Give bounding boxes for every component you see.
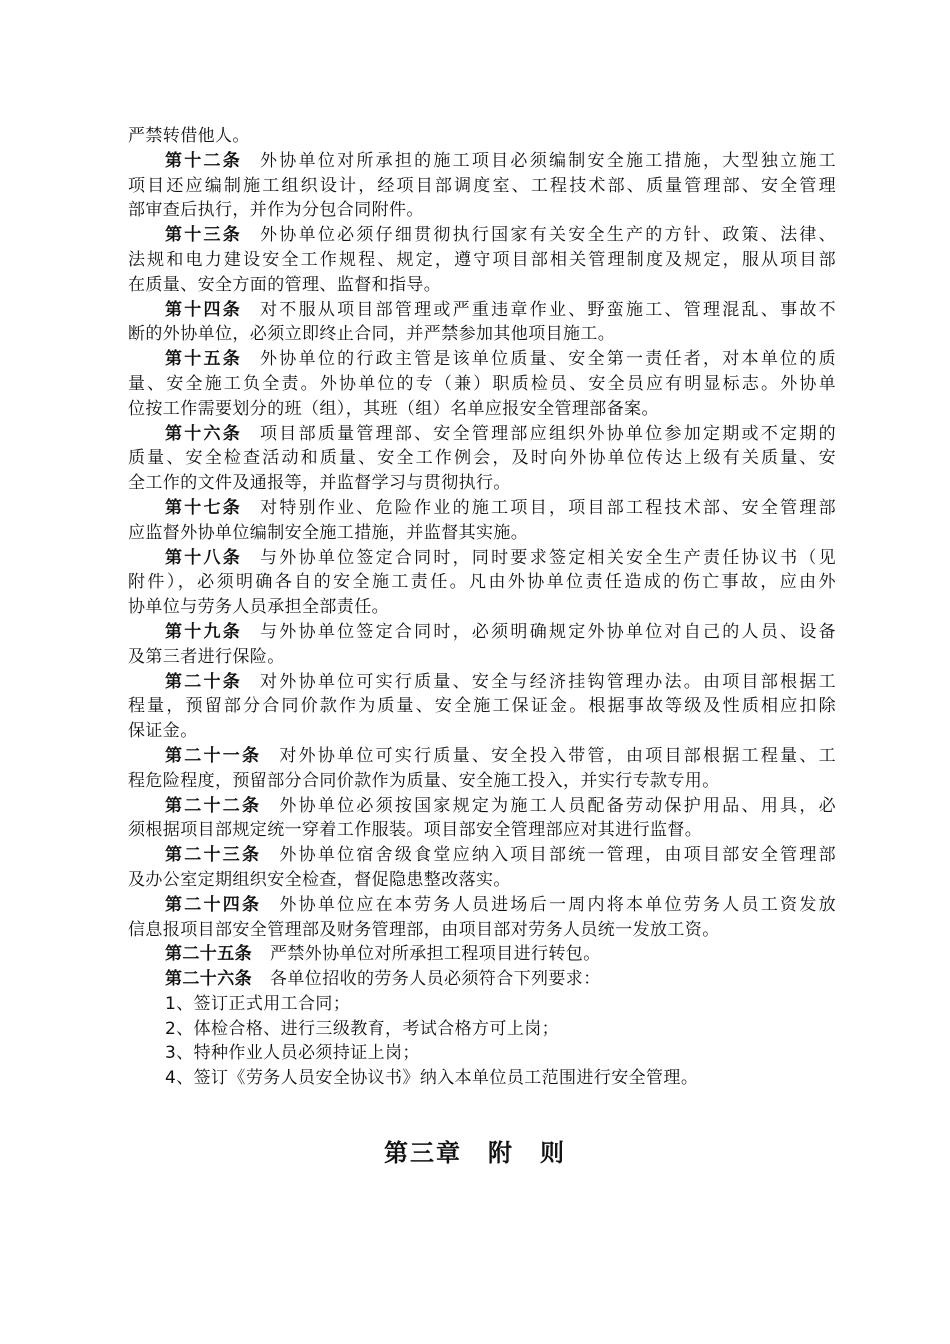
line-text: 及第三者进行保险。: [128, 646, 285, 667]
line-text: 项目还应编制施工组织设计，经项目部调度室、工程技术部、质量管理部、安全管理: [128, 175, 836, 196]
text-line: [128, 198, 836, 223]
article-number: 第十三条: [165, 225, 243, 246]
article-number: 第二十五条: [165, 944, 252, 965]
article-number: 第二十一条: [165, 745, 262, 766]
line-text: 严禁外协单位对所承担工程项目进行转包。: [270, 944, 601, 965]
text-line: [128, 1066, 836, 1091]
line-text: 与外协单位签定合同时，同时要求签定相关安全生产责任协议书（见: [260, 547, 836, 568]
line-text: 对特别作业、危险作业的施工项目，项目部工程技术部、安全管理部: [260, 497, 836, 518]
text-line: [128, 521, 836, 546]
chapter-heading: [0, 1133, 950, 1168]
line-text: 对不服从项目部管理或严重违章作业、野蛮施工、管理混乱、事故不: [260, 299, 836, 320]
line-text: 部审查后执行，并作为分包合同附件。: [128, 200, 424, 221]
line-text: 外协单位对所承担的施工项目必须编制安全施工措施，大型独立施工: [260, 150, 836, 171]
text-line: [128, 1041, 836, 1066]
line-text: 严禁转借他人。: [128, 126, 250, 146]
text-line: [128, 372, 836, 397]
line-text: 量、安全施工负全责。外协单位的专（兼）职质检员、安全员应有明显标志。外协单: [128, 373, 836, 394]
text-line: [128, 595, 836, 620]
chapter-number: 第三章: [384, 1139, 462, 1167]
text-line: [128, 174, 836, 199]
line-text: 3、特种作业人员必须持证上岗；: [165, 1043, 420, 1064]
article-number: 第二十条: [165, 671, 243, 692]
line-text: 及办公室定期组织安全检查，督促隐患整改落实。: [128, 869, 511, 890]
text-line: [128, 744, 836, 769]
text-line: [128, 942, 836, 967]
text-line: [128, 868, 836, 893]
line-text: 全工作的文件及通报等，并监督学习与贯彻执行。: [128, 473, 511, 494]
line-text: 信息报项目部安全管理部及财务管理部，由项目部对劳务人员统一发放工资。: [128, 919, 720, 940]
article-number: 第十八条: [165, 547, 243, 568]
article-number: 第十四条: [165, 299, 243, 320]
line-text: 2、体检合格、进行三级教育，考试合格方可上岗；: [165, 1018, 560, 1039]
text-line: [128, 322, 836, 347]
line-text: 法规和电力建设安全工作规程、规定，遵守项目部相关管理制度及规定，服从项目部: [128, 249, 836, 270]
text-line: [128, 670, 836, 695]
text-line: [128, 1017, 836, 1042]
article-number: 第二十四条: [165, 894, 262, 915]
text-line: [128, 818, 836, 843]
text-line: [128, 273, 836, 298]
text-line: [128, 570, 836, 595]
article-number: 第十五条: [165, 349, 243, 370]
line-text: 外协单位必须按国家规定为施工人员配备劳动保护用品、用具，必: [279, 795, 836, 816]
line-text: 质量、安全检查活动和质量、安全工作例会，及时向外协单位传达上级有关质量、安: [128, 448, 836, 469]
article-number: 第二十二条: [165, 795, 262, 816]
text-line: [128, 546, 836, 571]
line-text: 程量，预留部分合同价款作为质量、安全施工保证金。根据事故等级及性质相应扣除: [128, 696, 836, 717]
chapter-title-char-1: 附: [488, 1139, 514, 1167]
text-line: [128, 967, 836, 992]
line-text: 在质量、安全方面的管理、监督和指导。: [128, 274, 442, 295]
text-line: [128, 843, 836, 868]
text-line: [128, 149, 836, 174]
text-line: [128, 471, 836, 496]
line-text: 断的外协单位，必须立即终止合同，并严禁参加其他项目施工。: [128, 324, 616, 345]
article-number: 第十九条: [165, 621, 243, 642]
line-text: 位按工作需要划分的班（组），其班（组）名单应报安全管理部备案。: [128, 398, 659, 419]
line-text: 须根据项目部规定统一穿着工作服装。项目部安全管理部应对其进行监督。: [128, 820, 703, 841]
text-line: [128, 794, 836, 819]
line-text: 外协单位的行政主管是该单位质量、安全第一责任者，对本单位的质: [260, 349, 836, 370]
line-text: 保证金。: [128, 721, 198, 742]
line-text: 对外协单位可实行质量、安全与经济挂钩管理办法。由项目部根据工: [260, 671, 836, 692]
article-number: 第二十六条: [165, 969, 252, 990]
text-line: [128, 446, 836, 471]
line-text: 与外协单位签定合同时，必须明确规定外协单位对自己的人员、设备: [260, 621, 836, 642]
line-text: 外协单位应在本劳务人员进场后一周内将本单位劳务人员工资发放: [279, 894, 836, 915]
text-line: [128, 496, 836, 521]
line-text: 应监督外协单位编制安全施工措施，并监督其实施。: [128, 522, 529, 543]
document-body: [128, 124, 836, 1091]
text-line: [128, 645, 836, 670]
text-line: [128, 397, 836, 422]
line-text: 4、签订《劳务人员安全协议书》纳入本单位员工范围进行安全管理。: [165, 1068, 699, 1089]
line-text: 程危险程度，预留部分合同价款作为质量、安全施工投入，并实行专款专用。: [128, 770, 720, 791]
line-text: 对外协单位可实行质量、安全投入带管，由项目部根据工程量、工: [279, 745, 836, 766]
text-line: [128, 422, 836, 447]
text-line: [128, 769, 836, 794]
line-text: 项目部质量管理部、安全管理部应组织外协单位参加定期或不定期的: [260, 423, 836, 444]
text-line: [128, 248, 836, 273]
text-line: [128, 719, 836, 744]
article-number: 第十二条: [165, 150, 243, 171]
line-text: 1、签订正式用工合同；: [165, 993, 351, 1014]
line-text: 外协单位必须仔细贯彻执行国家有关安全生产的方针、政策、法律、: [260, 225, 836, 246]
text-line: [128, 298, 836, 323]
text-line: [128, 893, 836, 918]
article-number: 第十七条: [165, 497, 243, 518]
line-text: 外协单位宿舍级食堂应纳入项目部统一管理，由项目部安全管理部: [279, 845, 836, 866]
article-number: 第二十三条: [165, 845, 262, 866]
text-line: [128, 223, 836, 248]
line-text: 各单位招收的劳务人员必须符合下列要求：: [270, 969, 601, 990]
line-text: 附件），必须明确各自的安全施工责任。凡由外协单位责任造成的伤亡事故，应由外: [128, 572, 836, 593]
chapter-title-char-2: 则: [540, 1139, 566, 1167]
text-line: [128, 620, 836, 645]
article-number: 第十六条: [165, 423, 243, 444]
text-line: [128, 992, 836, 1017]
text-line: [128, 347, 836, 372]
text-line: [128, 918, 836, 943]
text-line: [128, 694, 836, 719]
line-text: 协单位与劳务人员承担全部责任。: [128, 597, 389, 618]
text-line: [128, 124, 836, 149]
